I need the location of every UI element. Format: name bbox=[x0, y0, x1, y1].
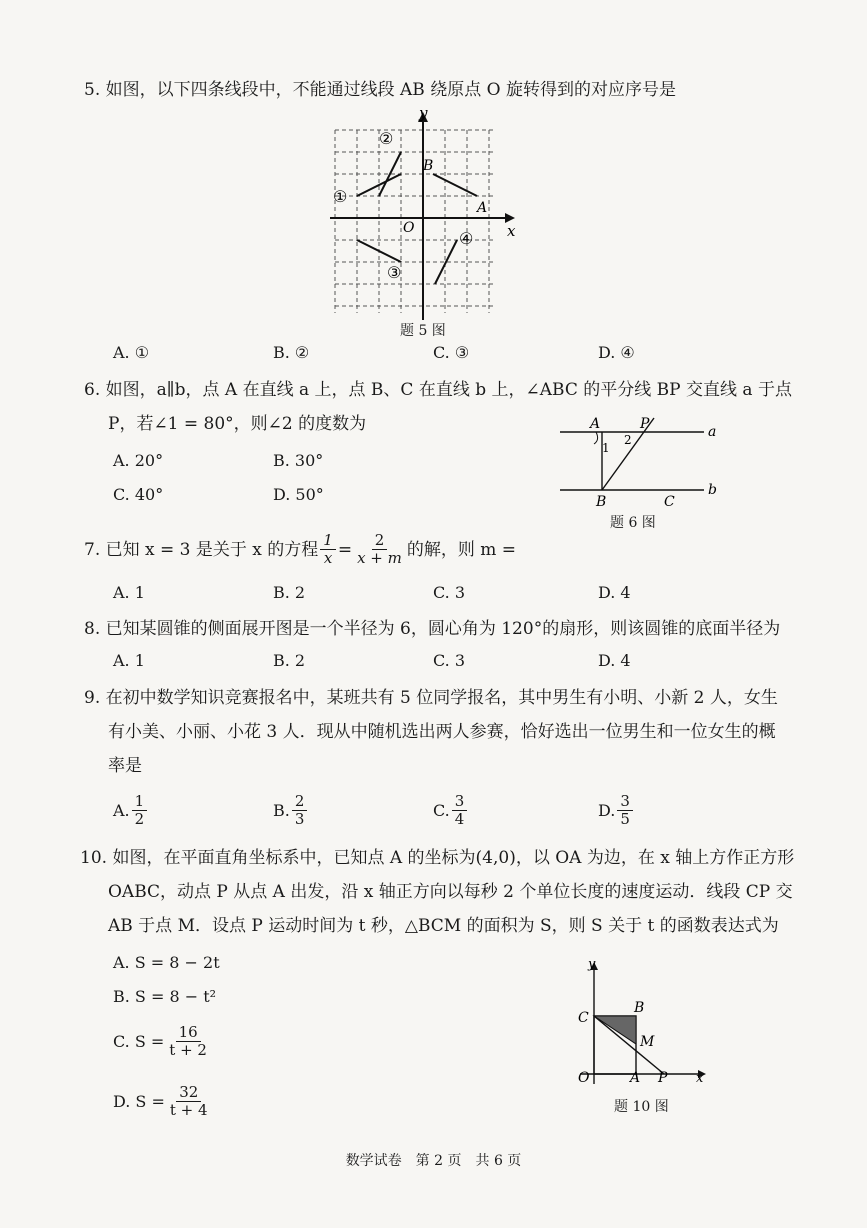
q7-frac1-num: 1 bbox=[320, 532, 336, 550]
q5-label-o: O bbox=[403, 220, 415, 236]
q9-option-b-fraction bbox=[292, 793, 308, 828]
q10-label-b: B bbox=[634, 1000, 645, 1016]
q5-label-a: A bbox=[477, 200, 488, 216]
q8-stem: 8. 已知某圆锥的侧面展开图是一个半径为 6，圆心角为 120°的扇形，则该圆锥的底面半径为 bbox=[84, 619, 781, 639]
q5-label-circle3: ③ bbox=[387, 263, 402, 282]
q9-option-a bbox=[113, 793, 149, 828]
q7-eq: = bbox=[337, 539, 353, 560]
q9-option-c-label: C. bbox=[433, 800, 450, 820]
q9-option-a-num: 1 bbox=[132, 793, 148, 811]
q5-label-circle4: ④ bbox=[459, 229, 474, 248]
q5-label-circle1: ① bbox=[333, 187, 348, 206]
q10-label-p: P bbox=[658, 1070, 668, 1086]
q5-label-b: B bbox=[423, 158, 434, 174]
q5-option-c: C. ③ bbox=[433, 343, 470, 362]
q6-label-a-point: A bbox=[590, 416, 601, 432]
q10-option-c-num: 16 bbox=[176, 1024, 201, 1042]
q9-option-c bbox=[433, 793, 469, 828]
q10-stem-line2: OABC，动点 P 从点 A 出发，沿 x 轴正方向以每秒 2 个单位长度的速度运动．线段 CP 交 bbox=[108, 882, 793, 902]
q9-option-d bbox=[598, 793, 635, 828]
q5-figure bbox=[325, 108, 525, 320]
q6-label-angle2: 2 bbox=[624, 433, 632, 447]
q7-stem bbox=[84, 532, 516, 567]
q6-label-angle1: 1 bbox=[602, 441, 610, 455]
q5-segment-4 bbox=[435, 240, 457, 284]
q7-frac1-den: x bbox=[323, 549, 333, 567]
q7-fraction-2 bbox=[354, 532, 405, 567]
q8-option-b: B. 2 bbox=[273, 651, 306, 670]
q7-frac2-num: 2 bbox=[372, 532, 388, 550]
q5-segment-2 bbox=[379, 152, 401, 196]
q10-figure bbox=[572, 956, 712, 1086]
q10-option-d-pre: D. S = bbox=[113, 1091, 165, 1111]
q10-option-d bbox=[113, 1084, 213, 1119]
q9-option-b-den: 3 bbox=[294, 810, 305, 828]
q5-option-b: B. ② bbox=[273, 343, 310, 362]
q10-label-y: y bbox=[588, 957, 596, 972]
q6-stem-line1: 6. 如图，a∥b，点 A 在直线 a 上，点 B、C 在直线 b 上，∠ABC 的平分线 BP 交直线 a 于点 bbox=[84, 380, 792, 400]
q9-option-d-fraction bbox=[617, 793, 633, 828]
q10-option-c-pre: C. S = bbox=[113, 1031, 165, 1051]
q9-option-d-num: 3 bbox=[617, 793, 633, 811]
q7-option-d: D. 4 bbox=[598, 583, 631, 602]
q7-option-c: C. 3 bbox=[433, 583, 466, 602]
q9-option-c-fraction bbox=[452, 793, 468, 828]
q7-fraction-1 bbox=[320, 532, 336, 567]
q10-label-a: A bbox=[630, 1070, 641, 1086]
q10-option-a: A. S = 8 − 2t bbox=[113, 953, 220, 972]
q6-label-c-point: C bbox=[664, 494, 675, 508]
q8-option-c: C. 3 bbox=[433, 651, 466, 670]
q9-option-b bbox=[273, 793, 309, 828]
q10-option-b: B. S = 8 − t² bbox=[113, 987, 217, 1006]
q8-option-d: D. 4 bbox=[598, 651, 631, 670]
q10-stem-line3: AB 于点 M．设点 P 运动时间为 t 秒，△BCM 的面积为 S，则 S 关于 t 的函数表达式为 bbox=[108, 916, 779, 936]
q9-option-d-den: 5 bbox=[620, 810, 630, 828]
q7-option-a: A. 1 bbox=[113, 583, 145, 602]
q9-option-c-num: 3 bbox=[452, 793, 468, 811]
q9-stem-line3: 率是 bbox=[108, 756, 142, 776]
q9-option-c-den: 4 bbox=[454, 810, 465, 828]
q5-label-y: y bbox=[419, 108, 428, 122]
q10-label-c: C bbox=[578, 1010, 589, 1026]
q9-stem-line2: 有小美、小丽、小花 3 人．现从中随机选出两人参赛，恰好选出一位男生和一位女生的概 bbox=[108, 722, 776, 742]
q9-stem-line1: 9. 在初中数学知识竞赛报名中，某班共有 5 位同学报名，其中男生有小明、小新 2 人，女生 bbox=[84, 688, 778, 708]
q6-option-a: A. 20° bbox=[113, 451, 164, 470]
q5-label-x: x bbox=[507, 222, 516, 240]
q10-option-d-den: t + 4 bbox=[169, 1101, 208, 1119]
q9-option-a-label: A. bbox=[113, 800, 130, 820]
q7-frac2-den: x + m bbox=[357, 549, 402, 567]
q10-label-o: O bbox=[578, 1070, 590, 1086]
q10-caption: 题 10 图 bbox=[614, 1099, 669, 1115]
q9-option-d-label: D. bbox=[598, 800, 616, 820]
q10-option-c bbox=[113, 1024, 212, 1059]
q6-label-b-point: B bbox=[596, 494, 607, 508]
q6-label-line-b: b bbox=[708, 482, 717, 498]
q9-option-a-fraction bbox=[132, 793, 148, 828]
q9-option-b-label: B. bbox=[273, 800, 290, 820]
q6-option-c: C. 40° bbox=[113, 485, 164, 504]
q6-label-line-a: a bbox=[708, 424, 717, 440]
q10-label-x: x bbox=[696, 1071, 704, 1086]
q10-stem-line1: 10. 如图，在平面直角坐标系中，已知点 A 的坐标为(4,0)，以 OA 为边，在 x 轴上方作正方形 bbox=[80, 848, 795, 868]
page-footer: 数学试卷 第 2 页 共 6 页 bbox=[345, 1153, 522, 1169]
q7-option-b: B. 2 bbox=[273, 583, 306, 602]
q10-option-d-num: 32 bbox=[176, 1084, 201, 1102]
q6-caption: 题 6 图 bbox=[610, 515, 656, 531]
q6-label-p: P bbox=[640, 416, 650, 432]
q7-stem-post: 的解，则 m = bbox=[406, 539, 517, 560]
q10-shaded-triangle bbox=[594, 1016, 636, 1044]
q6-figure bbox=[556, 412, 726, 508]
q9-option-a-den: 2 bbox=[134, 810, 145, 828]
q5-segment-ab bbox=[433, 174, 477, 196]
q5-stem: 5. 如图，以下四条线段中，不能通过线段 AB 绕原点 O 旋转得到的对应序号是 bbox=[84, 80, 676, 100]
q10-option-c-den: t + 2 bbox=[169, 1041, 207, 1059]
q8-option-a: A. 1 bbox=[113, 651, 145, 670]
q9-option-b-num: 2 bbox=[292, 793, 308, 811]
q10-option-d-fraction bbox=[167, 1084, 211, 1119]
q5-option-a: A. ① bbox=[113, 343, 150, 362]
q5-segment-1 bbox=[357, 174, 401, 196]
q5-label-circle2: ② bbox=[379, 129, 394, 148]
q6-option-d: D. 50° bbox=[273, 485, 324, 504]
q7-stem-pre: 7. 已知 x = 3 是关于 x 的方程 bbox=[84, 539, 319, 560]
q6-stem-line2: P，若∠1 = 80°，则∠2 的度数为 bbox=[108, 414, 367, 434]
q6-option-b: B. 30° bbox=[273, 451, 324, 470]
q10-option-c-fraction bbox=[166, 1024, 210, 1059]
q5-option-d: D. ④ bbox=[598, 343, 635, 362]
q10-label-m: M bbox=[640, 1034, 655, 1050]
q5-caption: 题 5 图 bbox=[400, 323, 446, 339]
